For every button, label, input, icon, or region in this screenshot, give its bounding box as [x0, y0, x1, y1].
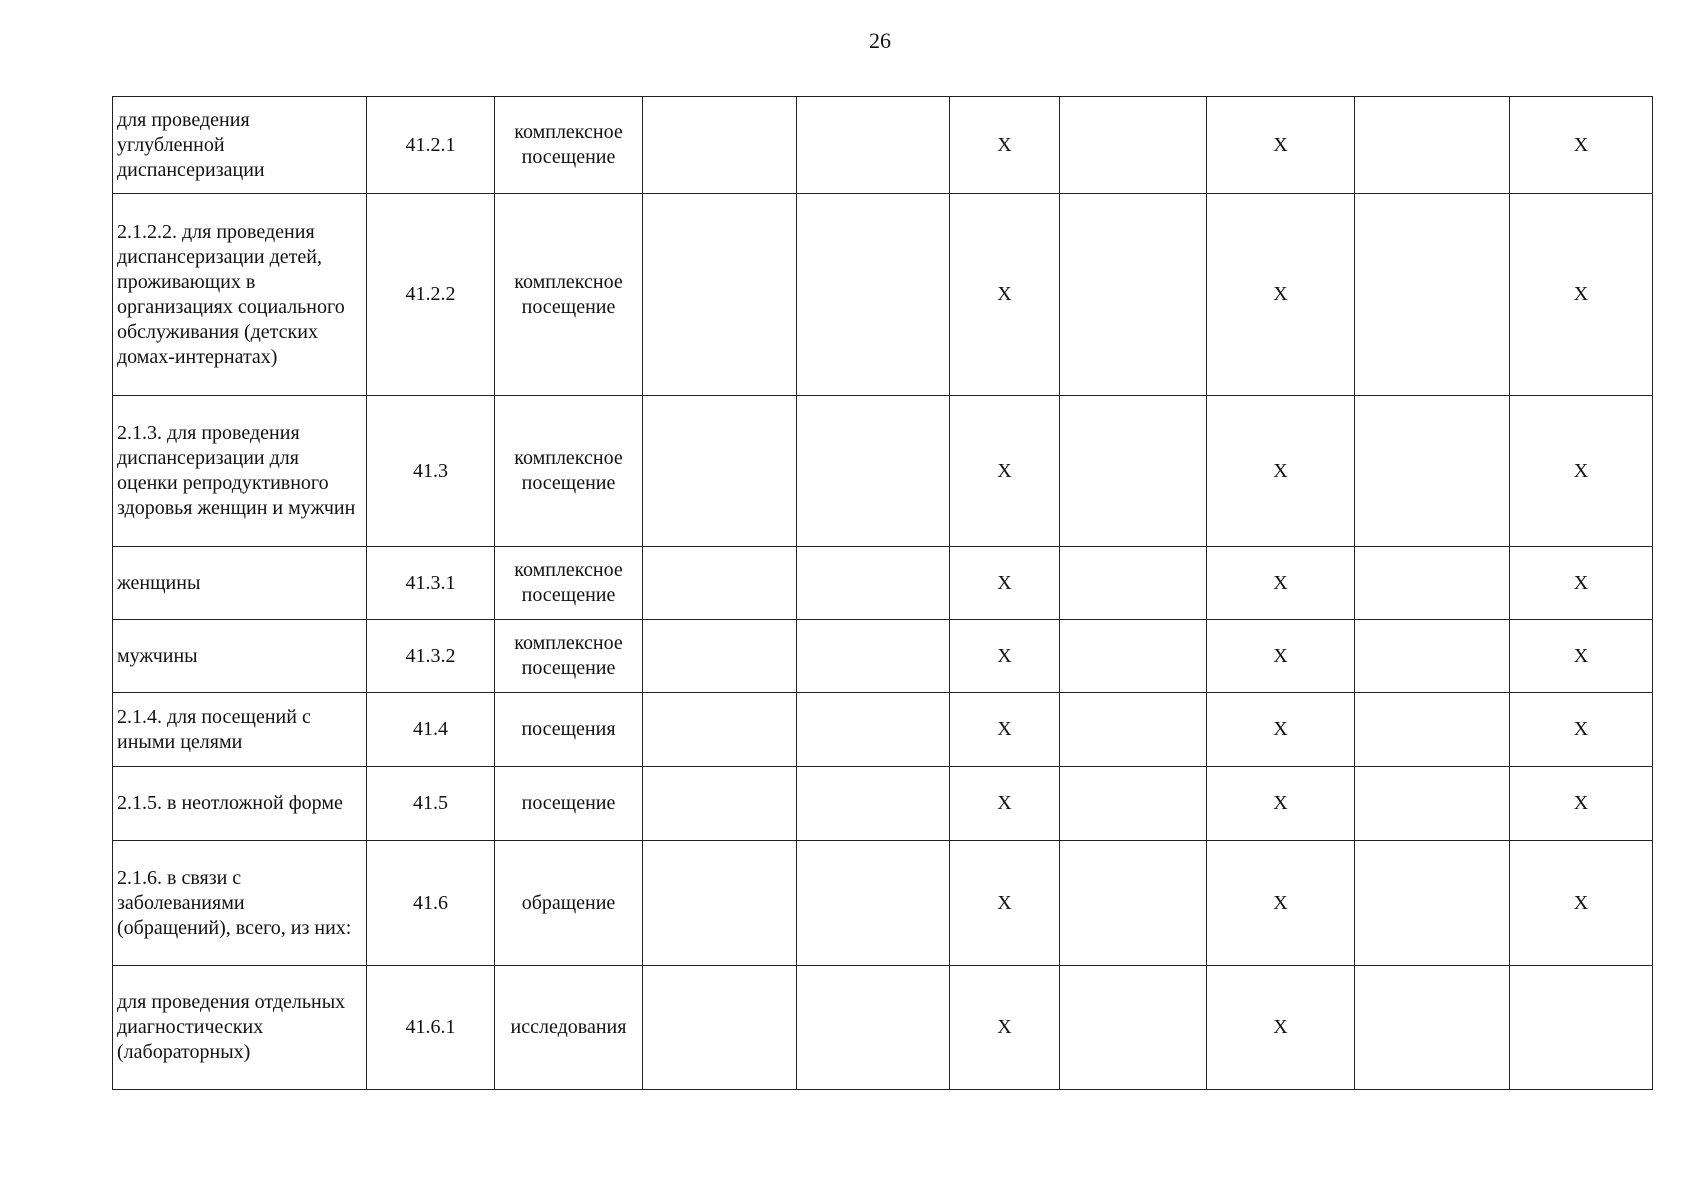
row-code: 41.6.1: [367, 966, 495, 1090]
page-number: 26: [869, 28, 891, 53]
value-cell: X: [950, 194, 1060, 396]
table-row: [113, 966, 1653, 1090]
value-cell: [1355, 693, 1510, 767]
value-cell: [1060, 97, 1207, 194]
value-cell: [1060, 194, 1207, 396]
row-unit: посещение: [495, 767, 643, 841]
row-name: 2.1.3. для проведения диспансеризации для оценки репродуктивного здоровья женщин и мужчин: [113, 396, 367, 547]
value-cell: [1355, 966, 1510, 1090]
value-cell: X: [1510, 97, 1653, 194]
row-unit: обращение: [495, 841, 643, 966]
value-cell: [1060, 767, 1207, 841]
value-cell: X: [950, 966, 1060, 1090]
row-name: женщины: [113, 547, 367, 620]
table-row: [113, 547, 1653, 620]
row-name: 2.1.4. для посещений с иными целями: [113, 693, 367, 767]
value-cell: X: [1510, 620, 1653, 693]
value-cell: X: [1510, 841, 1653, 966]
value-cell: X: [1510, 693, 1653, 767]
value-cell: X: [950, 620, 1060, 693]
value-cell: [1060, 841, 1207, 966]
value-cell: [643, 767, 797, 841]
row-code: 41.4: [367, 693, 495, 767]
row-name: для проведения углубленной диспансеризации: [113, 97, 367, 194]
row-code: 41.6: [367, 841, 495, 966]
value-cell: X: [950, 547, 1060, 620]
table-row: [113, 693, 1653, 767]
value-cell: X: [950, 396, 1060, 547]
value-cell: [1060, 620, 1207, 693]
value-cell: [797, 693, 950, 767]
value-cell: [797, 767, 950, 841]
value-cell: [643, 620, 797, 693]
value-cell: X: [1510, 396, 1653, 547]
value-cell: [643, 693, 797, 767]
row-unit: посещения: [495, 693, 643, 767]
value-cell: [797, 97, 950, 194]
value-cell: [643, 547, 797, 620]
row-name: 2.1.5. в неотложной форме: [113, 767, 367, 841]
value-cell: [797, 547, 950, 620]
value-cell: [1355, 620, 1510, 693]
table-row: [113, 194, 1653, 396]
value-cell: [797, 194, 950, 396]
row-name: мужчины: [113, 620, 367, 693]
value-cell: [643, 194, 797, 396]
value-cell: X: [1510, 547, 1653, 620]
row-name: 2.1.2.2. для проведения диспансеризации детей, проживающих в организациях социального обслуживания (детских домах-интернатах): [113, 194, 367, 396]
table-row: [113, 396, 1653, 547]
value-cell: [1060, 396, 1207, 547]
value-cell: [1355, 97, 1510, 194]
value-cell: X: [1207, 97, 1355, 194]
value-cell: X: [1207, 194, 1355, 396]
value-cell: [1060, 693, 1207, 767]
value-cell: [1355, 841, 1510, 966]
value-cell: X: [1207, 620, 1355, 693]
value-cell: [797, 966, 950, 1090]
value-cell: X: [950, 693, 1060, 767]
row-code: 41.2.2: [367, 194, 495, 396]
value-cell: X: [1510, 767, 1653, 841]
value-cell: [797, 620, 950, 693]
row-name: для проведения отдельных диагностических (лабораторных): [113, 966, 367, 1090]
row-code: 41.3: [367, 396, 495, 547]
value-cell: [1060, 966, 1207, 1090]
value-cell: [643, 841, 797, 966]
value-cell: X: [1207, 547, 1355, 620]
value-cell: [1355, 396, 1510, 547]
row-unit: комплексное посещение: [495, 396, 643, 547]
value-cell: [797, 841, 950, 966]
value-cell: [1510, 966, 1653, 1090]
value-cell: [797, 396, 950, 547]
table-row: [113, 841, 1653, 966]
row-code: 41.2.1: [367, 97, 495, 194]
row-unit: комплексное посещение: [495, 547, 643, 620]
value-cell: X: [950, 767, 1060, 841]
value-cell: X: [1207, 767, 1355, 841]
value-cell: [643, 97, 797, 194]
value-cell: X: [1207, 693, 1355, 767]
value-cell: X: [950, 97, 1060, 194]
row-code: 41.3.2: [367, 620, 495, 693]
table-row: [113, 97, 1653, 194]
row-unit: комплексное посещение: [495, 97, 643, 194]
row-code: 41.3.1: [367, 547, 495, 620]
table-row: [113, 767, 1653, 841]
services-table: [112, 96, 1653, 1090]
value-cell: X: [1207, 396, 1355, 547]
row-unit: исследования: [495, 966, 643, 1090]
value-cell: [1355, 547, 1510, 620]
row-unit: комплексное посещение: [495, 194, 643, 396]
row-name: 2.1.6. в связи с заболеваниями (обращений), всего, из них:: [113, 841, 367, 966]
value-cell: X: [1207, 841, 1355, 966]
table-row: [113, 620, 1653, 693]
value-cell: [1060, 547, 1207, 620]
value-cell: [1355, 767, 1510, 841]
value-cell: X: [1510, 194, 1653, 396]
value-cell: [643, 396, 797, 547]
value-cell: X: [950, 841, 1060, 966]
value-cell: X: [1207, 966, 1355, 1090]
row-code: 41.5: [367, 767, 495, 841]
value-cell: [1355, 194, 1510, 396]
row-unit: комплексное посещение: [495, 620, 643, 693]
value-cell: [643, 966, 797, 1090]
